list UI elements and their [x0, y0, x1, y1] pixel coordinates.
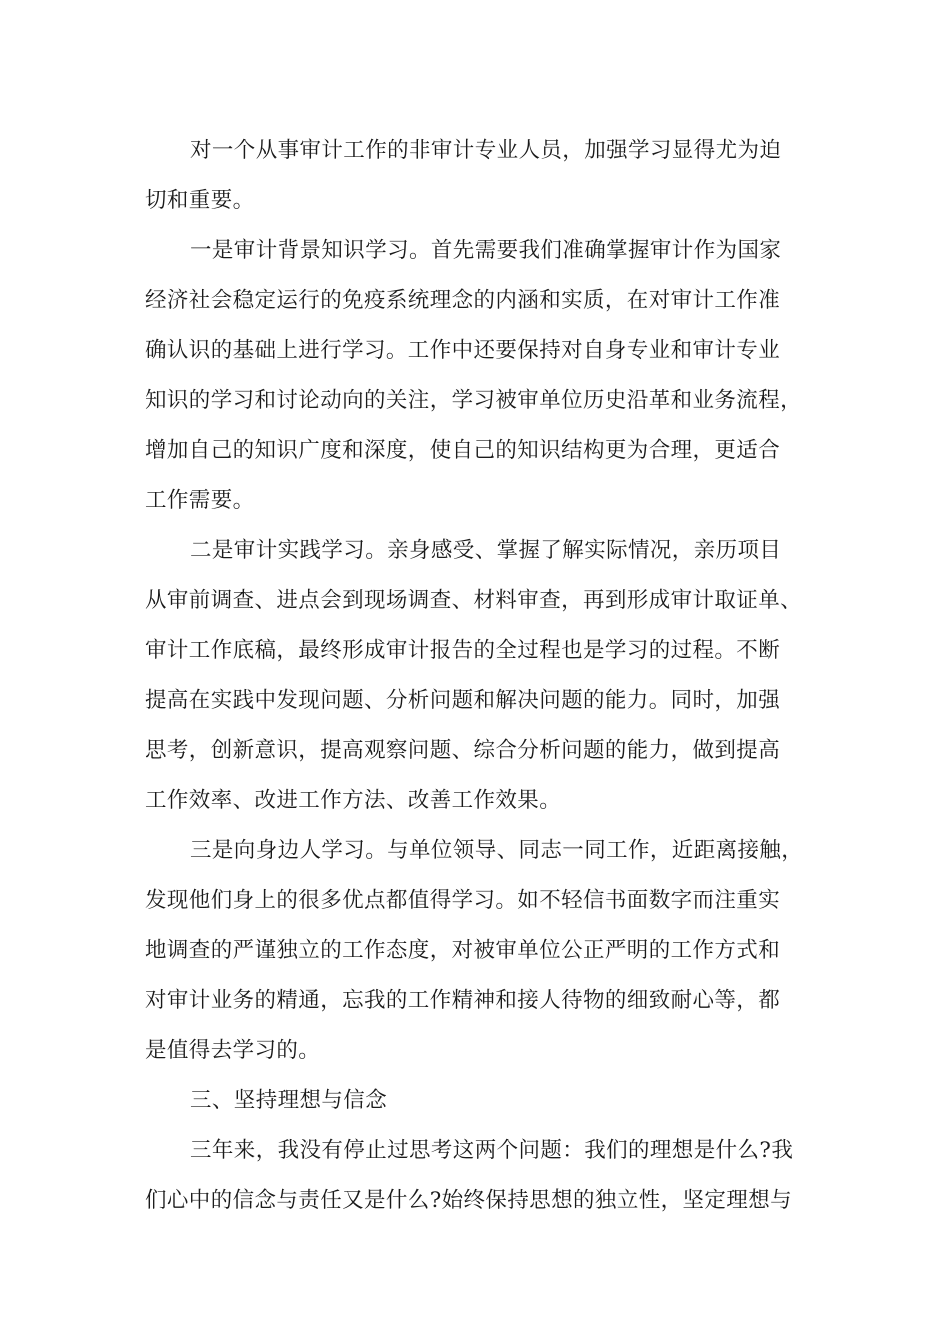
- text-line: 增加自己的知识广度和深度，使自己的知识结构更为合理，更适合: [145, 438, 781, 463]
- text-line: 从审前调查、进点会到现场调查、材料审查，再到形成审计取证单、: [145, 588, 803, 613]
- text-line: 三年来，我没有停止过思考这两个问题：我们的理想是什么?我: [190, 1138, 794, 1163]
- text-line: 工作需要。: [145, 488, 255, 513]
- text-line: 经济社会稳定运行的免疫系统理念的内涵和实质，在对审计工作准: [145, 288, 781, 313]
- text-line: 审计工作底稿，最终形成审计报告的全过程也是学习的过程。不断: [145, 638, 781, 663]
- text-line: 对一个从事审计工作的非审计专业人员，加强学习显得尤为迫: [190, 138, 782, 163]
- text-line: 三是向身边人学习。与单位领导、同志一同工作，近距离接触，: [190, 838, 804, 863]
- text-line: 发现他们身上的很多优点都值得学习。如不轻信书面数字而注重实: [145, 888, 781, 913]
- text-line: 二是审计实践学习。亲身感受、掌握了解实际情况，亲历项目: [190, 538, 782, 563]
- text-line: 一是审计背景知识学习。首先需要我们准确掌握审计作为国家: [190, 238, 782, 263]
- text-line: 对审计业务的精通，忘我的工作精神和接人待物的细致耐心等，都: [145, 988, 781, 1013]
- text-line: 工作效率、改进工作方法、改善工作效果。: [145, 788, 562, 813]
- text-line: 是值得去学习的。: [145, 1038, 321, 1063]
- text-line: 知识的学习和讨论动向的关注，学习被审单位历史沿革和业务流程，: [145, 388, 803, 413]
- text-line: 们心中的信念与责任又是什么?始终保持思想的独立性，坚定理想与: [145, 1188, 793, 1213]
- text-line: 地调查的严谨独立的工作态度，对被审单位公正严明的工作方式和: [145, 938, 781, 963]
- section-heading: 三、坚持理想与信念: [190, 1088, 388, 1113]
- text-line: 切和重要。: [145, 188, 255, 213]
- text-line: 思考，创新意识，提高观察问题、综合分析问题的能力，做到提高: [145, 738, 781, 763]
- text-line: 确认识的基础上进行学习。工作中还要保持对自身专业和审计专业: [145, 338, 781, 363]
- text-line: 提高在实践中发现问题、分析问题和解决问题的能力。同时，加强: [145, 688, 781, 713]
